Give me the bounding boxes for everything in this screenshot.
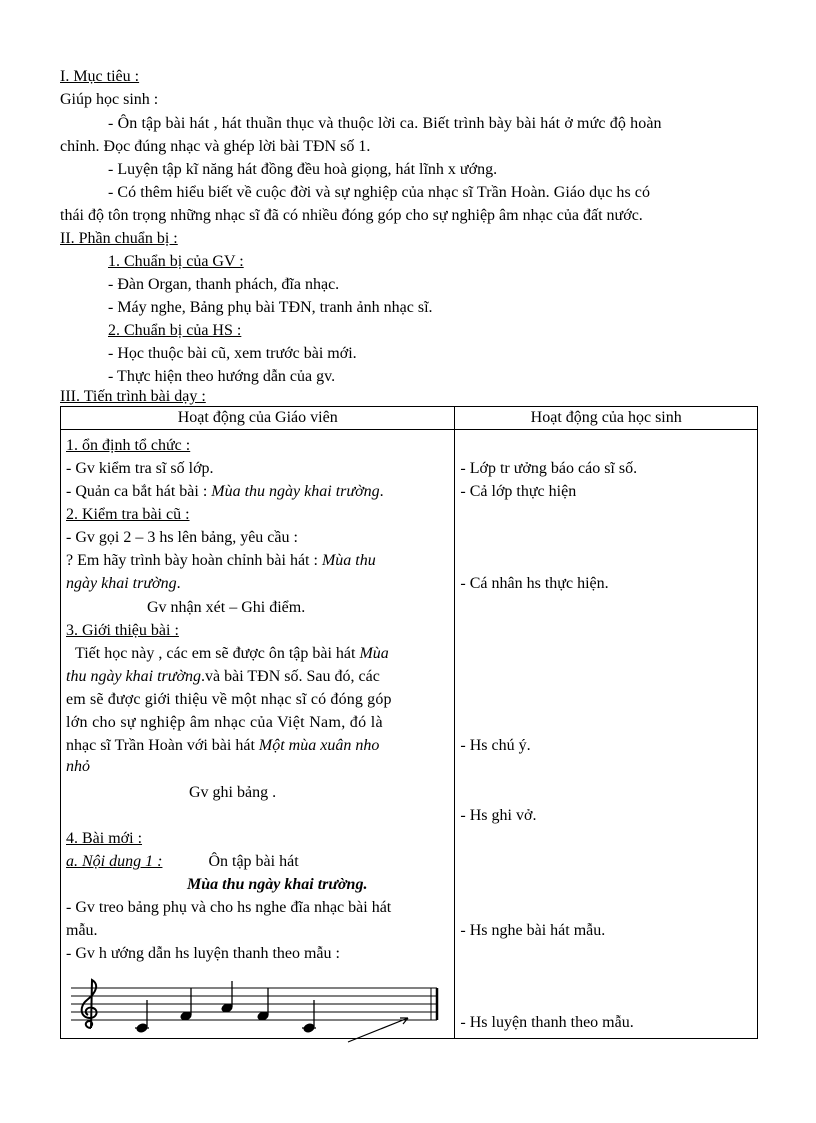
content-1-song-title: Mùa thu ngày khai trường. [187, 876, 368, 893]
student-response: - Hs chú ý. [460, 737, 531, 754]
teacher-column-header: Hoạt động của Giáo viên [61, 407, 455, 430]
objectives-intro: Giúp học sinh : [60, 91, 159, 108]
step-3-note: Gv ghi bảng . [189, 784, 277, 801]
content-1-heading: a. Nội dung 1 : Ôn tập bài hát [66, 853, 299, 870]
step-2-question-cont: ngày khai trường. [66, 575, 181, 592]
song-title: Mùa thu ngày khai trường [211, 483, 380, 500]
objective-1-line-2: chỉnh. Đọc đúng nhạc và ghép lời bài TĐN số 1. [60, 138, 371, 155]
student-preparation-heading: 2. Chuẩn bị của HS : [108, 322, 242, 339]
section-heading-objectives: I. Mục tiêu : [60, 68, 140, 85]
step-2-question: ? Em hãy trình bày hoàn chỉnh bài hát : Mùa thu [66, 552, 376, 569]
student-activity-cell [455, 430, 758, 1039]
student-preparation-item: - Thực hiện theo hướng dẫn của gv. [108, 368, 336, 385]
student-response: - Cả lớp thực hiện [460, 483, 577, 500]
student-response: - Hs nghe bài hát mẫu. [460, 922, 606, 939]
student-response: - Cá nhân hs thực hiện. [460, 575, 609, 592]
section-heading-preparation: II. Phần chuẩn bị : [60, 230, 178, 247]
objective-1-line-1: - Ôn tập bài hát , hát thuần thục và thuộc lời ca. Biết trình bày bài hát ở mức độ hoàn [108, 115, 662, 132]
lesson-activity-table [60, 406, 758, 1039]
objective-2: - Luyện tập kĩ năng hát đồng đều hoà giọng, hát lĩnh x ướng. [108, 161, 498, 178]
step-3-text: thu ngày khai trường.và bài TĐN số. Sau đó, các [66, 668, 380, 685]
student-column-header: Hoạt động của học sinh [455, 407, 758, 430]
step-3-text: nhỏ [66, 758, 90, 775]
step-3-text: Tiết học này , các em sẽ được ôn tập bài hát Mùa [75, 645, 389, 662]
teacher-preparation-heading: 1. Chuẩn bị của GV : [108, 253, 244, 270]
objective-3-line-1: - Có thêm hiểu biết về cuộc đời và sự nghiệp của nhạc sĩ Trần Hoàn. Giáo dục hs có [108, 184, 651, 201]
student-preparation-item: - Học thuộc bài cũ, xem trước bài mới. [108, 345, 357, 362]
song-title: ngày khai trường [66, 575, 177, 592]
step-1-item: - Gv kiểm tra sĩ số lớp. [66, 460, 214, 477]
student-response: - Hs luyện thanh theo mẫu. [460, 1014, 634, 1031]
step-2-item: - Gv gọi 2 – 3 hs lên bảng, yêu cầu : [66, 529, 298, 546]
step-3-text: em sẽ được giới thiệu về một nhạc sĩ có đóng góp [66, 691, 392, 708]
student-response: - Lớp tr ưởng báo cáo sĩ số. [460, 460, 638, 477]
step-2-note: Gv nhận xét – Ghi điểm. [147, 599, 306, 616]
section-heading-procedure: III. Tiến trình bài dạy : [60, 388, 206, 405]
step-1-item: - Quản ca bắt hát bài : Mùa thu ngày khai trường. [66, 483, 384, 500]
teacher-activity-cell [61, 430, 455, 1039]
music-notes [135, 981, 316, 1033]
content-1-item-cont: mẫu. [66, 922, 98, 939]
arrow-icon [340, 1010, 420, 1050]
table-header-row [61, 407, 758, 430]
teacher-preparation-item: - Máy nghe, Bảng phụ bài TĐN, tranh ảnh nhạc sĩ. [108, 299, 433, 316]
step-3-text: nhạc sĩ Trần Hoàn với bài hát Một mùa xuân nho [66, 737, 380, 754]
step-3-heading: 3. Giới thiệu bài : [66, 622, 179, 639]
song-title: Mùa thu [321, 552, 376, 569]
step-2-heading: 2. Kiểm tra bài cũ : [66, 506, 190, 523]
objective-3-line-2: thái độ tôn trọng những nhạc sĩ đã có nhiều đóng góp cho sự nghiệp âm nhạc của đất nước. [60, 207, 643, 224]
student-response: - Hs ghi vở. [460, 807, 537, 824]
teacher-preparation-item: - Đàn Organ, thanh phách, đĩa nhạc. [108, 276, 340, 293]
step-4-heading: 4. Bài mới : [66, 830, 143, 847]
content-1-item: - Gv treo bảng phụ và cho hs nghe đĩa nhạc bài hát [66, 899, 392, 916]
content-1-item: - Gv h ướng dẫn hs luyện thanh theo mẫu : [66, 945, 340, 962]
table-row [61, 430, 758, 1039]
step-1-heading: 1. ổn định tổ chức : [66, 437, 191, 454]
step-3-text: lớn cho sự nghiệp âm nhạc của Việt Nam, đó là [66, 714, 383, 731]
